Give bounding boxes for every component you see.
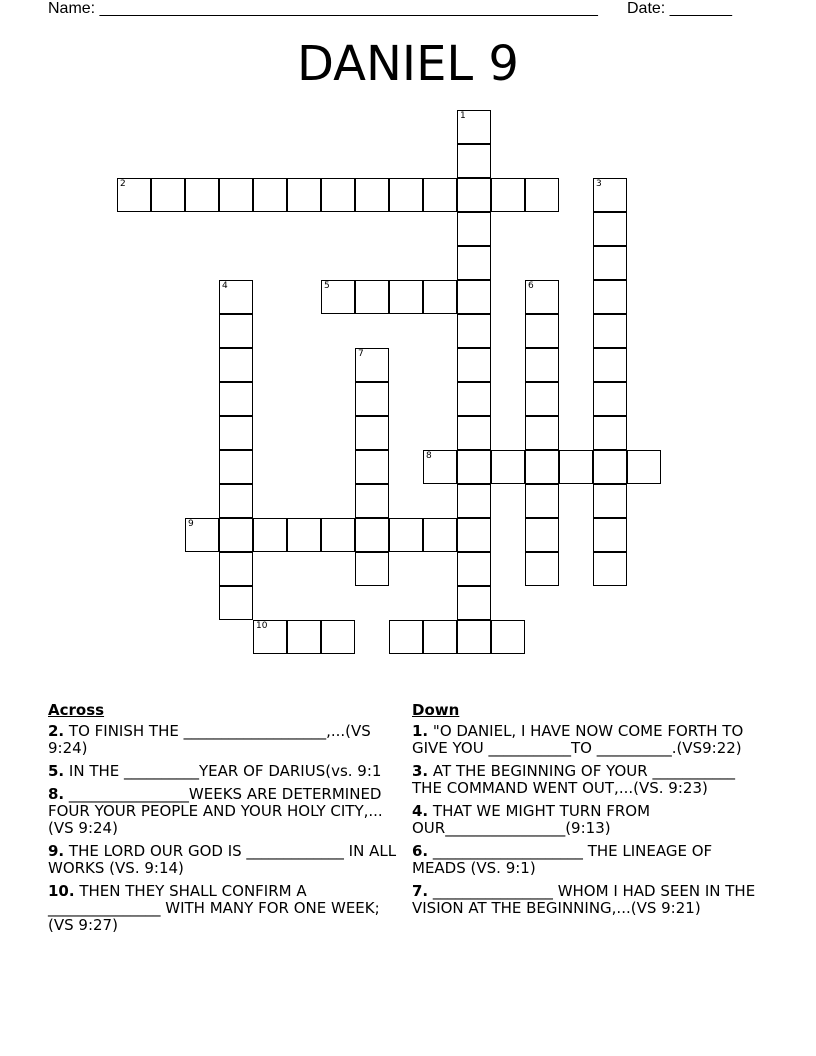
crossword-cell[interactable] [219, 348, 253, 382]
clue-across-10 [48, 883, 398, 934]
crossword-cell[interactable] [593, 314, 627, 348]
crossword-cell[interactable] [525, 552, 559, 586]
clue-down-6 [412, 843, 757, 877]
crossword-cell[interactable] [559, 450, 593, 484]
crossword-cell[interactable] [423, 620, 457, 654]
clue-across-2 [48, 723, 398, 757]
crossword-cell[interactable] [593, 552, 627, 586]
crossword-cell[interactable] [457, 382, 491, 416]
clue-down-7 [412, 883, 757, 917]
crossword-cell[interactable] [219, 280, 253, 314]
crossword-cell[interactable] [219, 518, 253, 552]
crossword-cell[interactable] [491, 178, 525, 212]
cell-number: 1 [460, 111, 466, 121]
crossword-cell[interactable] [457, 450, 491, 484]
clue-number: 1. [412, 722, 429, 740]
clue-number: 9. [48, 842, 65, 860]
crossword-cell[interactable] [525, 280, 559, 314]
cell-number: 2 [120, 179, 126, 189]
cell-number: 3 [596, 179, 602, 189]
crossword-cell[interactable] [219, 382, 253, 416]
crossword-cell[interactable] [525, 314, 559, 348]
crossword-cell[interactable] [457, 484, 491, 518]
clue-across-5 [48, 763, 398, 780]
cell-number: 6 [528, 281, 534, 291]
crossword-cell[interactable] [389, 518, 423, 552]
crossword-cell[interactable] [457, 110, 491, 144]
clue-text: THAT WE MIGHT TURN FROM OUR________________(9:13) [412, 802, 651, 837]
crossword-cell[interactable] [355, 348, 389, 382]
crossword-cell[interactable] [457, 246, 491, 280]
crossword-cell[interactable] [355, 484, 389, 518]
crossword-cell[interactable] [593, 246, 627, 280]
crossword-cell[interactable] [525, 484, 559, 518]
cell-number: 9 [188, 519, 194, 529]
crossword-cell[interactable] [117, 178, 151, 212]
crossword-cell[interactable] [321, 620, 355, 654]
crossword-cell[interactable] [253, 178, 287, 212]
crossword-cell[interactable] [457, 348, 491, 382]
crossword-cell[interactable] [355, 178, 389, 212]
crossword-cell[interactable] [525, 178, 559, 212]
crossword-cell[interactable] [593, 382, 627, 416]
crossword-cell[interactable] [253, 620, 287, 654]
cell-number: 7 [358, 349, 364, 359]
crossword-cell[interactable] [321, 178, 355, 212]
crossword-cell[interactable] [457, 144, 491, 178]
crossword-cell[interactable] [457, 518, 491, 552]
crossword-cell[interactable] [389, 280, 423, 314]
across-clues [48, 702, 398, 940]
crossword-cell[interactable] [389, 620, 423, 654]
crossword-cell[interactable] [219, 178, 253, 212]
crossword-cell[interactable] [219, 586, 253, 620]
crossword-cell[interactable] [525, 348, 559, 382]
clue-text: ________________ WHOM I HAD SEEN IN THE VISION AT THE BEGINNING,...(VS 9:21) [412, 882, 756, 917]
cell-number: 10 [256, 621, 268, 631]
crossword-cell[interactable] [457, 620, 491, 654]
cell-number: 4 [222, 281, 228, 291]
crossword-cell[interactable] [219, 314, 253, 348]
crossword-cell[interactable] [321, 518, 355, 552]
crossword-cell[interactable] [185, 518, 219, 552]
crossword-cell[interactable] [389, 178, 423, 212]
clue-text: THE LORD OUR GOD IS _____________ IN ALL WORKS (VS. 9:14) [48, 842, 397, 877]
crossword-cell[interactable] [491, 620, 525, 654]
crossword-cell[interactable] [525, 416, 559, 450]
crossword-cell[interactable] [219, 552, 253, 586]
crossword-cell[interactable] [525, 450, 559, 484]
cell-number: 8 [426, 451, 432, 461]
clue-number: 4. [412, 802, 429, 820]
crossword-cell[interactable] [593, 212, 627, 246]
clue-number: 5. [48, 762, 65, 780]
crossword-cell[interactable] [253, 518, 287, 552]
crossword-cell[interactable] [423, 450, 457, 484]
crossword-cell[interactable] [593, 416, 627, 450]
crossword-cell[interactable] [321, 280, 355, 314]
crossword-cell[interactable] [185, 178, 219, 212]
crossword-cell[interactable] [423, 178, 457, 212]
crossword-cell[interactable] [593, 450, 627, 484]
crossword-cell[interactable] [525, 518, 559, 552]
clue-text: AT THE BEGINNING OF YOUR ___________ THE COMMAND WENT OUT,...(VS. 9:23) [412, 762, 735, 797]
clue-text: ____________________ THE LINEAGE OF MEADS (VS. 9:1) [412, 842, 713, 877]
clue-number: 6. [412, 842, 429, 860]
clue-text: ________________WEEKS ARE DETERMINED FOUR YOUR PEOPLE AND YOUR HOLY CITY,...(VS 9:24) [48, 785, 383, 837]
clue-down-4 [412, 803, 757, 837]
crossword-cell[interactable] [287, 620, 321, 654]
crossword-cell[interactable] [423, 280, 457, 314]
down-heading: Down [412, 701, 460, 719]
crossword-cell[interactable] [219, 450, 253, 484]
crossword-cell[interactable] [355, 518, 389, 552]
clue-number: 10. [48, 882, 75, 900]
crossword-cell[interactable] [355, 382, 389, 416]
crossword-cell[interactable] [593, 484, 627, 518]
crossword-cell[interactable] [593, 280, 627, 314]
crossword-cell[interactable] [355, 416, 389, 450]
crossword-cell[interactable] [457, 552, 491, 586]
crossword-cell[interactable] [457, 280, 491, 314]
clue-across-9 [48, 843, 398, 877]
crossword-cell[interactable] [423, 518, 457, 552]
crossword-cell[interactable] [491, 450, 525, 484]
crossword-cell[interactable] [525, 382, 559, 416]
crossword-cell[interactable] [355, 552, 389, 586]
crossword-cell[interactable] [355, 280, 389, 314]
clue-number: 8. [48, 785, 65, 803]
down-clues [412, 702, 757, 923]
crossword-cell[interactable] [627, 450, 661, 484]
date-field[interactable]: Date: _______ [627, 0, 732, 17]
clue-number: 3. [412, 762, 429, 780]
clue-down-1 [412, 723, 757, 757]
clue-down-3 [412, 763, 757, 797]
crossword-cell[interactable] [219, 416, 253, 450]
across-heading: Across [48, 701, 105, 719]
crossword-cell[interactable] [593, 518, 627, 552]
crossword-cell[interactable] [355, 450, 389, 484]
crossword-cell[interactable] [593, 348, 627, 382]
crossword-cell[interactable] [457, 416, 491, 450]
clue-text: THEN THEY SHALL CONFIRM A _______________ WITH MANY FOR ONE WEEK;(VS 9:27) [48, 882, 380, 934]
crossword-cell[interactable] [287, 518, 321, 552]
clue-text: IN THE __________YEAR OF DARIUS(vs. 9:1 [68, 762, 382, 780]
page-title: DANIEL 9 [297, 36, 519, 92]
clue-number: 7. [412, 882, 429, 900]
crossword-cell[interactable] [457, 314, 491, 348]
clue-text: "O DANIEL, I HAVE NOW COME FORTH TO GIVE YOU ___________TO __________.(VS9:22) [412, 722, 744, 757]
name-field[interactable]: Name: ________________________________________________________ [48, 0, 598, 17]
crossword-cell[interactable] [219, 484, 253, 518]
crossword-cell[interactable] [151, 178, 185, 212]
crossword-cell[interactable] [457, 178, 491, 212]
clue-across-8 [48, 786, 398, 837]
crossword-cell[interactable] [457, 586, 491, 620]
crossword-cell[interactable] [593, 178, 627, 212]
crossword-cell[interactable] [457, 212, 491, 246]
clue-text: TO FINISH THE ___________________,...(VS 9:24) [48, 722, 371, 757]
clue-number: 2. [48, 722, 65, 740]
crossword-cell[interactable] [287, 178, 321, 212]
cell-number: 5 [324, 281, 330, 291]
